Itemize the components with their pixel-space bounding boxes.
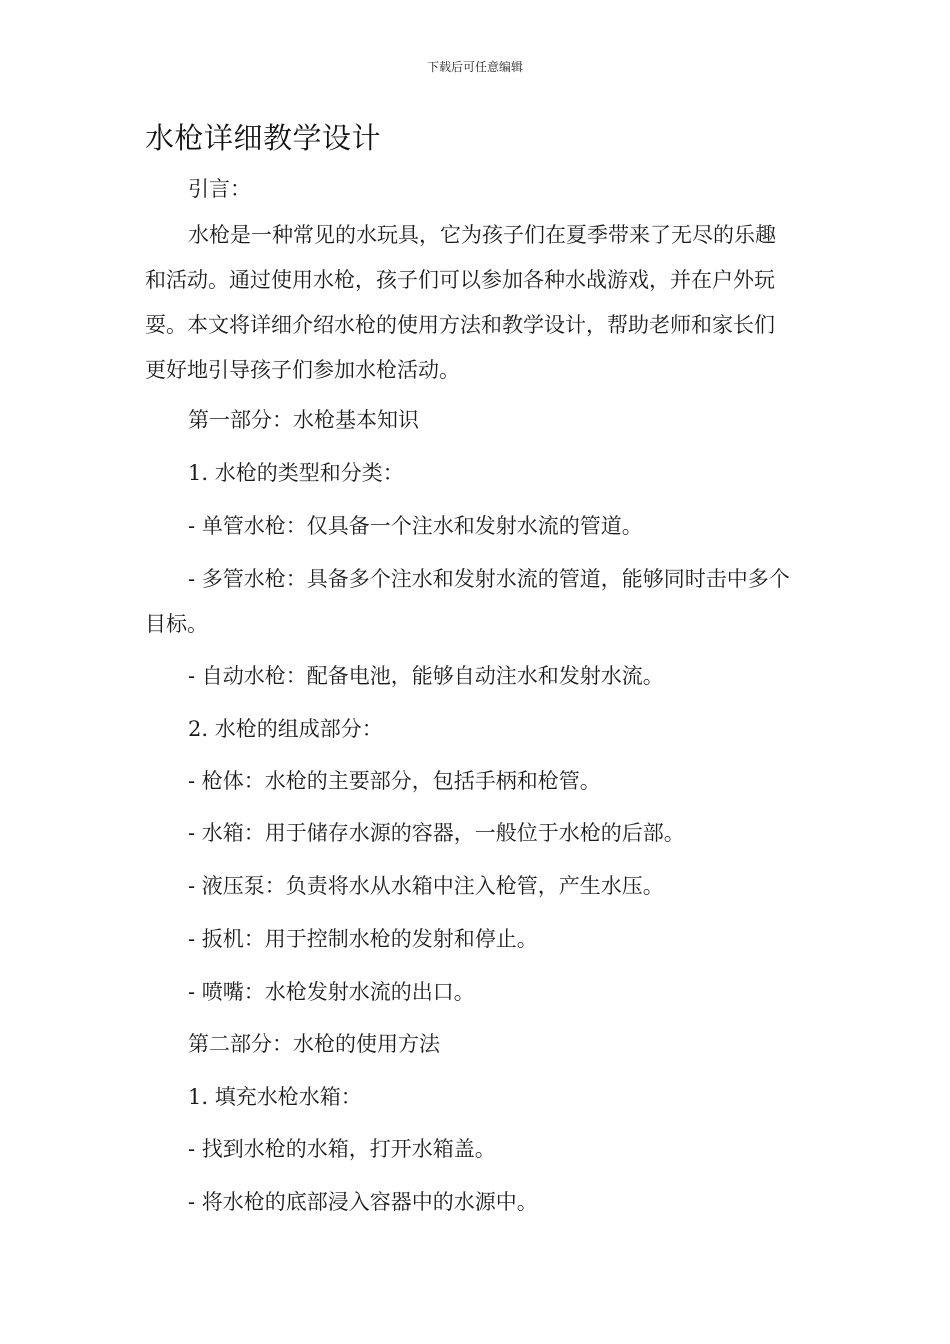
paragraph-fill-step-1: - 找到水枪的水箱，打开水箱盖。	[188, 1137, 496, 1161]
paragraph-body: - 枪体：水枪的主要部分，包括手柄和枪管。	[188, 769, 601, 793]
paragraph-single-tube: - 单管水枪：仅具备一个注水和发射水流的管道。	[188, 514, 643, 538]
paragraph-components-heading: 2. 水枪的组成部分：	[188, 717, 383, 741]
paragraph-nozzle: - 喷嘴：水枪发射水流的出口。	[188, 980, 475, 1004]
page-header-note: 下载后可任意编辑	[426, 60, 523, 74]
paragraph-section-1-heading: 第一部分：水枪基本知识	[188, 408, 419, 432]
paragraph-pump: - 液压泵：负责将水从水箱中注入枪管，产生水压。	[188, 874, 664, 898]
paragraph-fill-heading: 1. 填充水枪水箱：	[188, 1085, 362, 1109]
paragraph-auto: - 自动水枪：配备电池，能够自动注水和发射水流。	[188, 664, 664, 688]
paragraph-fill-step-2: - 将水枪的底部浸入容器中的水源中。	[188, 1190, 538, 1214]
paragraph-multi-tube: - 多管水枪：具备多个注水和发射水流的管道，能够同时击中多个目标。	[145, 567, 790, 636]
paragraph-intro-heading: 引言：	[188, 177, 251, 201]
paragraph-tank: - 水箱：用于储存水源的容器，一般位于水枪的后部。	[188, 821, 685, 845]
paragraph-section-2-heading: 第二部分：水枪的使用方法	[188, 1032, 440, 1056]
paragraph-trigger: - 扳机：用于控制水枪的发射和停止。	[188, 927, 538, 951]
paragraph-types-heading: 1. 水枪的类型和分类：	[188, 461, 404, 485]
paragraph-intro: 水枪是一种常见的水玩具，它为孩子们在夏季带来了无尽的乐趣和活动。通过使用水枪，孩子们可以参加各种水战游戏，并在户外玩耍。本文将详细介绍水枪的使用方法和教学设计，帮助老师和家长们更好地引导孩子们参加水枪活动。	[145, 223, 776, 382]
document-title: 水枪详细教学设计	[145, 121, 382, 155]
